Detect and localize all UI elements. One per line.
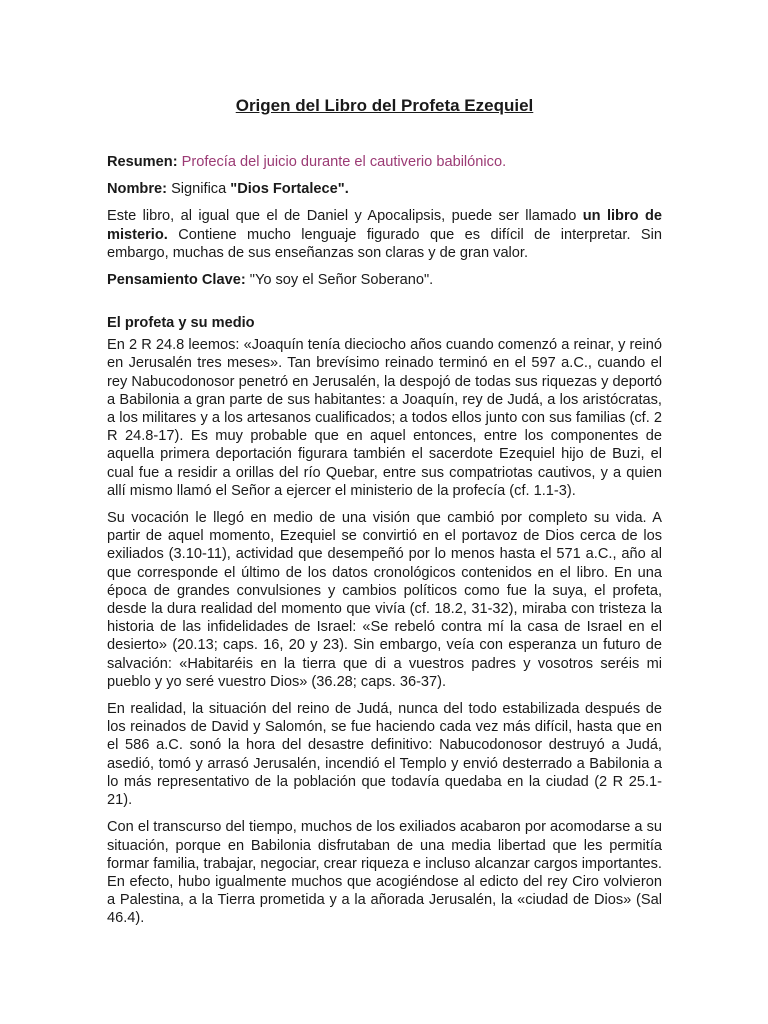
body-paragraph: En 2 R 24.8 leemos: «Joaquín tenía dieciocho años cuando comenzó a reinar, y reinó en Jerusalén tres meses». Tan brevísimo reinado terminó en el 597 a.C., cuando el rey Nabucodonosor penetró en Jerusalén, la despojó de todas sus riquezas y deportó a Babilonia a gran parte de sus habitantes: a Joaquín, rey de Judá, a los aristócratas, a los militares y a los artesanos cualificados; a todos ellos junto con sus familias (cf. 2 R 24.8-17). Es muy probable que en aquel entonces, entre los componentes de aquella primera deportación figurara también el sacerdote Ezequiel hijo de Buzi, el cual fue a residir a orillas del río Quebar, entre sus compatriotas cautivos, y a quien allí mismo llamó el Señor a ejercer el ministerio de la profecía (cf. 1.1-3). [107,337,662,499]
intro-text-1: Este libro, al igual que el de Daniel y Apocalipsis, puede ser llamado [107,208,577,225]
key-thought-label: Pensamiento Clave: [107,272,246,289]
name-text: Significa [171,181,227,198]
intro-bold: un libro de misterio. [107,208,662,243]
summary-line [107,153,662,171]
summary-label: Resumen: [107,154,178,170]
name-line [107,180,662,198]
intro-text-2: Contiene mucho lenguaje figurado que es difícil de interpretar. Sin embargo, muchas de sus enseñanzas son claras y de gran valor. [107,226,663,261]
name-meaning: "Dios Fortalece". [230,181,349,198]
body-paragraph: Con el transcurso del tiempo, muchos de los exiliados acabaron por acomodarse a su situación, porque en Babilonia disfrutaban de una media libertad que les permitía formar familia, trabajar, negociar, crear riqueza e incluso alcanzar cargos importantes. En efecto, hubo igualmente muchos que acogiéndose al edicto del rey Ciro volvieron a Palestina, a la Tierra prometida y a la añorada Jerusalén, la «ciudad de Dios» (Sal 46.4). [107,819,662,927]
summary-text: Profecía del juicio durante el cautiverio babilónico. [181,154,507,170]
body-paragraph: Su vocación le llegó en medio de una visión que cambió por completo su vida. A partir de aquel momento, Ezequiel se convirtió en el portavoz de Dios cerca de los exiliados (3.10-11), actividad que desempeñó por lo menos hasta el 571 a.C., año al que corresponde el último de los datos cronológicos contenidos en el libro. En una época de grandes convulsiones y cambios políticos como fue la suya, el profeta, desde la dura realidad del momento que vivía (cf. 18.2, 31-32), miraba con tristeza la historia de las infidelidades de Israel: «Se rebeló contra mí la casa de Israel en el desierto» (20.13; caps. 16, 20 y 23). Sin embargo, veía con esperanza un futuro de salvación: «Habitaréis en la tierra que di a vuestros padres y vosotros seréis mi pueblo y yo seré vuestro Dios» (36.28; caps. 36-37). [107,510,662,690]
body-paragraph: En realidad, la situación del reino de Judá, nunca del todo estabilizada después de los reinados de David y Salomón, se fue haciendo cada vez más difícil, hasta que en el 586 a.C. sonó la hora del desastre definitivo: Nabucodonosor destruyó a Judá, asedió, tomó y arrasó Jerusalén, incendió el Templo y envió desterrado a Babilonia a lo más representativo de la población que todavía quedaba en la ciudad (2 R 25.1-21). [107,701,662,809]
name-label: Nombre: [107,181,167,198]
key-thought-text: "Yo soy el Señor Soberano". [249,272,434,289]
intro-paragraph [107,207,662,262]
key-thought-line [107,271,662,289]
page-title: Origen del Libro del Profeta Ezequiel [235,96,534,115]
section-heading: El profeta y su medio [107,315,255,332]
